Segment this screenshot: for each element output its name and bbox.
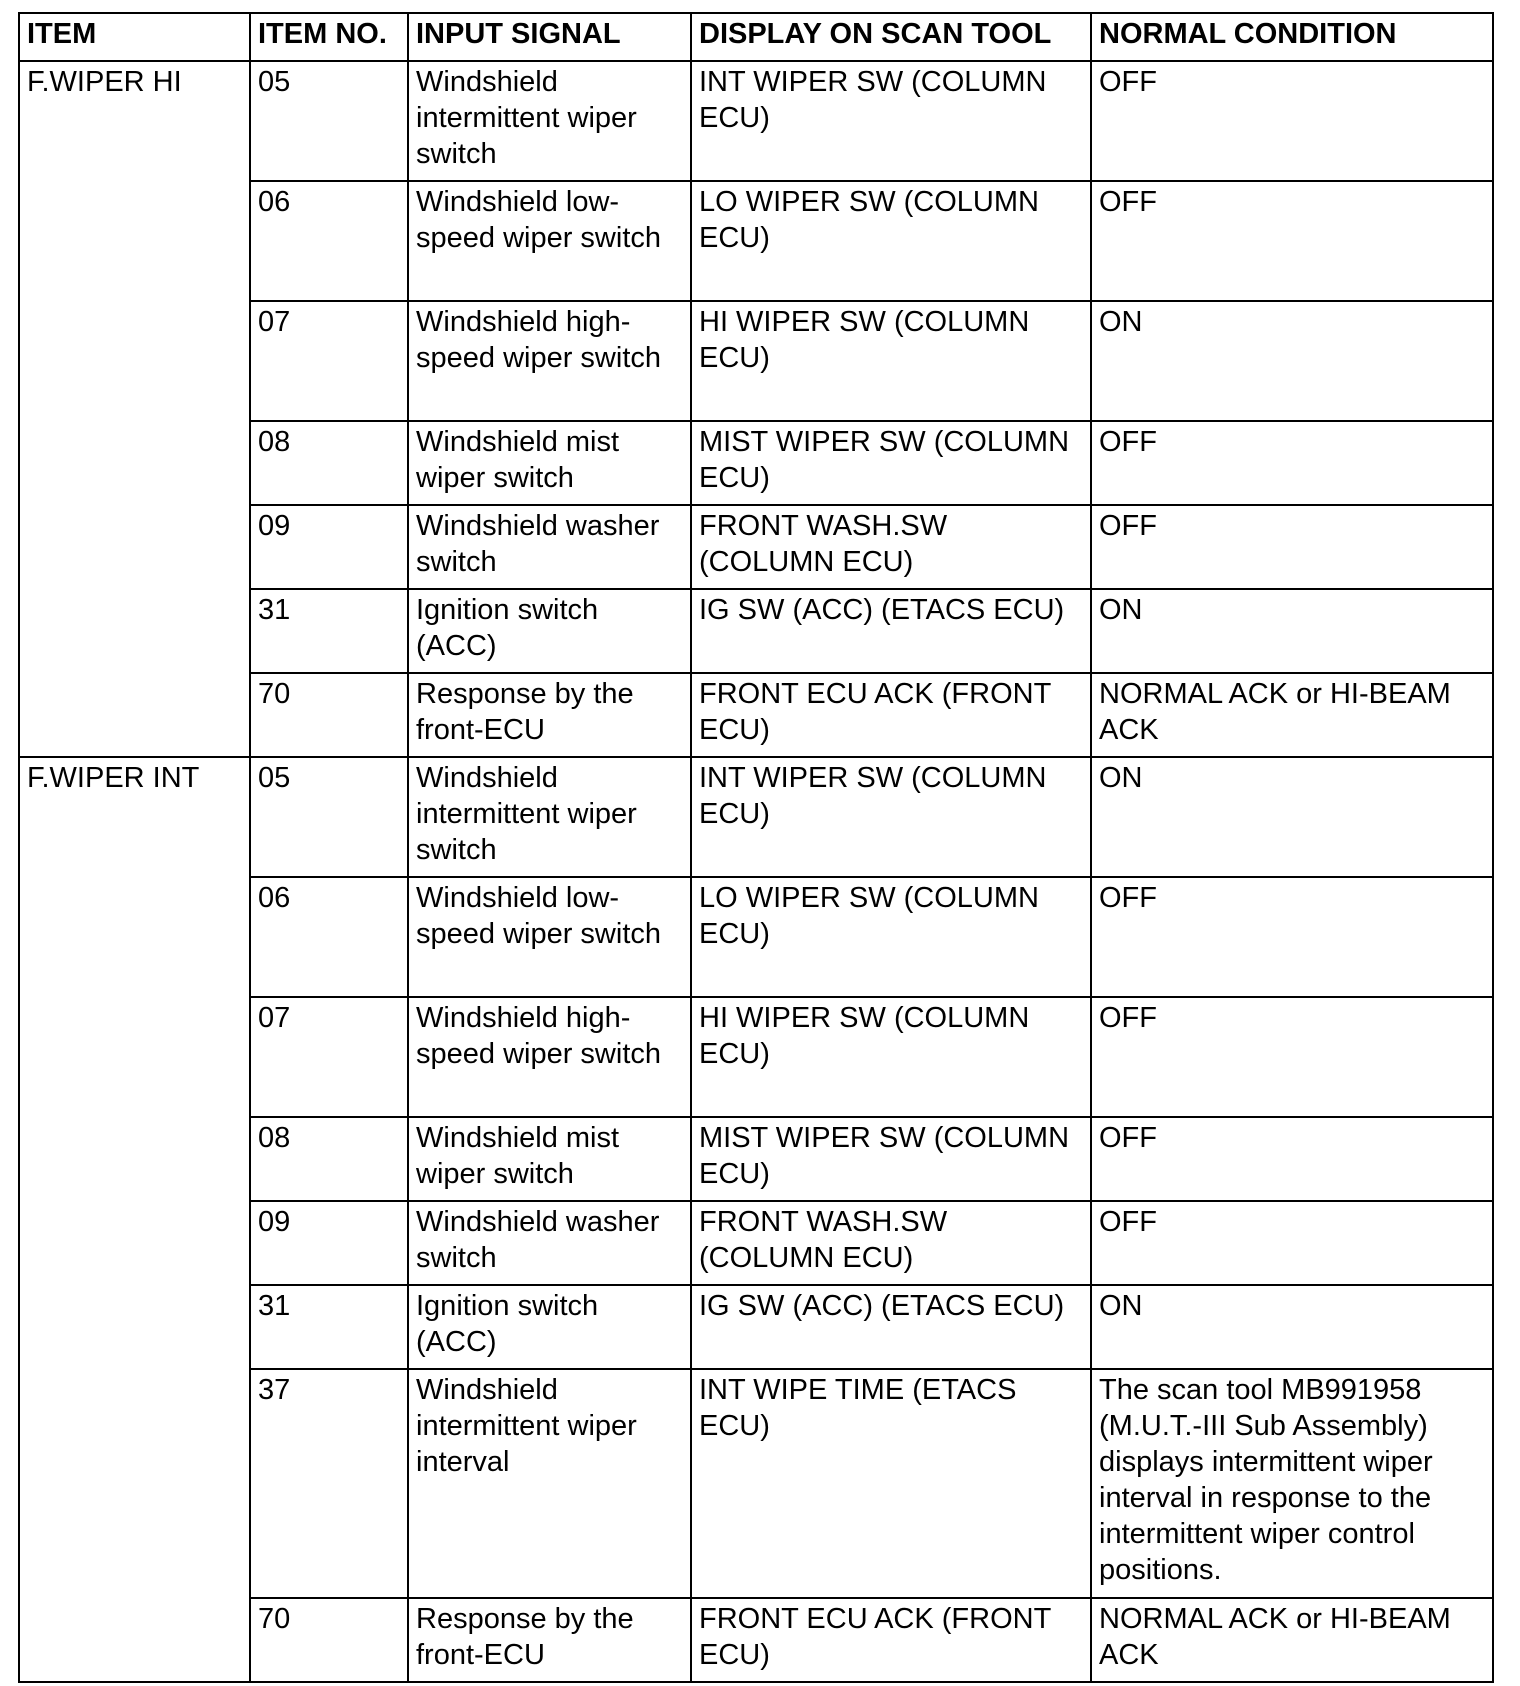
item-no-cell: 06 — [250, 877, 408, 997]
display-cell: FRONT ECU ACK (FRONT ECU) — [691, 1598, 1091, 1682]
normal-condition-cell: OFF — [1091, 421, 1493, 505]
header-display-on-scan-tool: DISPLAY ON SCAN TOOL — [691, 13, 1091, 61]
input-signal-cell: Windshield washer switch — [408, 505, 691, 589]
table-row — [19, 61, 1493, 181]
item-no-cell: 31 — [250, 589, 408, 673]
display-cell: INT WIPER SW (COLUMN ECU) — [691, 757, 1091, 877]
item-cell: F.WIPER INT — [19, 757, 250, 1682]
input-signal-cell: Windshield high-speed wiper switch — [408, 997, 691, 1117]
input-signal-cell: Windshield mist wiper switch — [408, 1117, 691, 1201]
header-item-no: ITEM NO. — [250, 13, 408, 61]
wiper-data-list-table — [18, 12, 1494, 1683]
normal-condition-cell: OFF — [1091, 505, 1493, 589]
normal-condition-cell: The scan tool MB991958 (M.U.T.-III Sub Assembly) displays intermittent wiper interval in response to the intermittent wiper control positions. — [1091, 1369, 1493, 1598]
item-no-cell: 08 — [250, 1117, 408, 1201]
table-header-row — [19, 13, 1493, 61]
display-cell: HI WIPER SW (COLUMN ECU) — [691, 997, 1091, 1117]
display-cell: IG SW (ACC) (ETACS ECU) — [691, 589, 1091, 673]
input-signal-cell: Windshield intermittent wiper switch — [408, 757, 691, 877]
normal-condition-cell: OFF — [1091, 61, 1493, 181]
normal-condition-cell: OFF — [1091, 1201, 1493, 1285]
item-no-cell: 05 — [250, 757, 408, 877]
display-cell: IG SW (ACC) (ETACS ECU) — [691, 1285, 1091, 1369]
normal-condition-cell: NORMAL ACK or HI-BEAM ACK — [1091, 1598, 1493, 1682]
input-signal-cell: Windshield washer switch — [408, 1201, 691, 1285]
normal-condition-cell: ON — [1091, 1285, 1493, 1369]
input-signal-cell: Response by the front-ECU — [408, 1598, 691, 1682]
display-cell: FRONT WASH.SW (COLUMN ECU) — [691, 1201, 1091, 1285]
input-signal-cell: Windshield high-speed wiper switch — [408, 301, 691, 421]
header-normal-condition: NORMAL CONDITION — [1091, 13, 1493, 61]
normal-condition-cell: ON — [1091, 301, 1493, 421]
header-input-signal: INPUT SIGNAL — [408, 13, 691, 61]
item-no-cell: 07 — [250, 997, 408, 1117]
item-no-cell: 08 — [250, 421, 408, 505]
input-signal-cell: Windshield low-speed wiper switch — [408, 877, 691, 997]
display-cell: INT WIPE TIME (ETACS ECU) — [691, 1369, 1091, 1598]
input-signal-cell: Ignition switch (ACC) — [408, 1285, 691, 1369]
display-cell: FRONT WASH.SW (COLUMN ECU) — [691, 505, 1091, 589]
display-cell: MIST WIPER SW (COLUMN ECU) — [691, 421, 1091, 505]
item-no-cell: 37 — [250, 1369, 408, 1598]
input-signal-cell: Windshield intermittent wiper interval — [408, 1369, 691, 1598]
display-cell: HI WIPER SW (COLUMN ECU) — [691, 301, 1091, 421]
table-row — [19, 757, 1493, 877]
header-item: ITEM — [19, 13, 250, 61]
input-signal-cell: Ignition switch (ACC) — [408, 589, 691, 673]
input-signal-cell: Windshield low-speed wiper switch — [408, 181, 691, 301]
input-signal-cell: Windshield mist wiper switch — [408, 421, 691, 505]
input-signal-cell: Response by the front-ECU — [408, 673, 691, 757]
item-no-cell: 09 — [250, 1201, 408, 1285]
normal-condition-cell: OFF — [1091, 997, 1493, 1117]
item-no-cell: 05 — [250, 61, 408, 181]
display-cell: MIST WIPER SW (COLUMN ECU) — [691, 1117, 1091, 1201]
item-cell: F.WIPER HI — [19, 61, 250, 757]
item-no-cell: 09 — [250, 505, 408, 589]
item-no-cell: 70 — [250, 673, 408, 757]
item-no-cell: 07 — [250, 301, 408, 421]
normal-condition-cell: ON — [1091, 757, 1493, 877]
item-no-cell: 70 — [250, 1598, 408, 1682]
normal-condition-cell: OFF — [1091, 181, 1493, 301]
input-signal-cell: Windshield intermittent wiper switch — [408, 61, 691, 181]
normal-condition-cell: ON — [1091, 589, 1493, 673]
normal-condition-cell: NORMAL ACK or HI-BEAM ACK — [1091, 673, 1493, 757]
display-cell: INT WIPER SW (COLUMN ECU) — [691, 61, 1091, 181]
item-no-cell: 31 — [250, 1285, 408, 1369]
normal-condition-cell: OFF — [1091, 877, 1493, 997]
item-no-cell: 06 — [250, 181, 408, 301]
display-cell: LO WIPER SW (COLUMN ECU) — [691, 877, 1091, 997]
display-cell: LO WIPER SW (COLUMN ECU) — [691, 181, 1091, 301]
normal-condition-cell: OFF — [1091, 1117, 1493, 1201]
display-cell: FRONT ECU ACK (FRONT ECU) — [691, 673, 1091, 757]
